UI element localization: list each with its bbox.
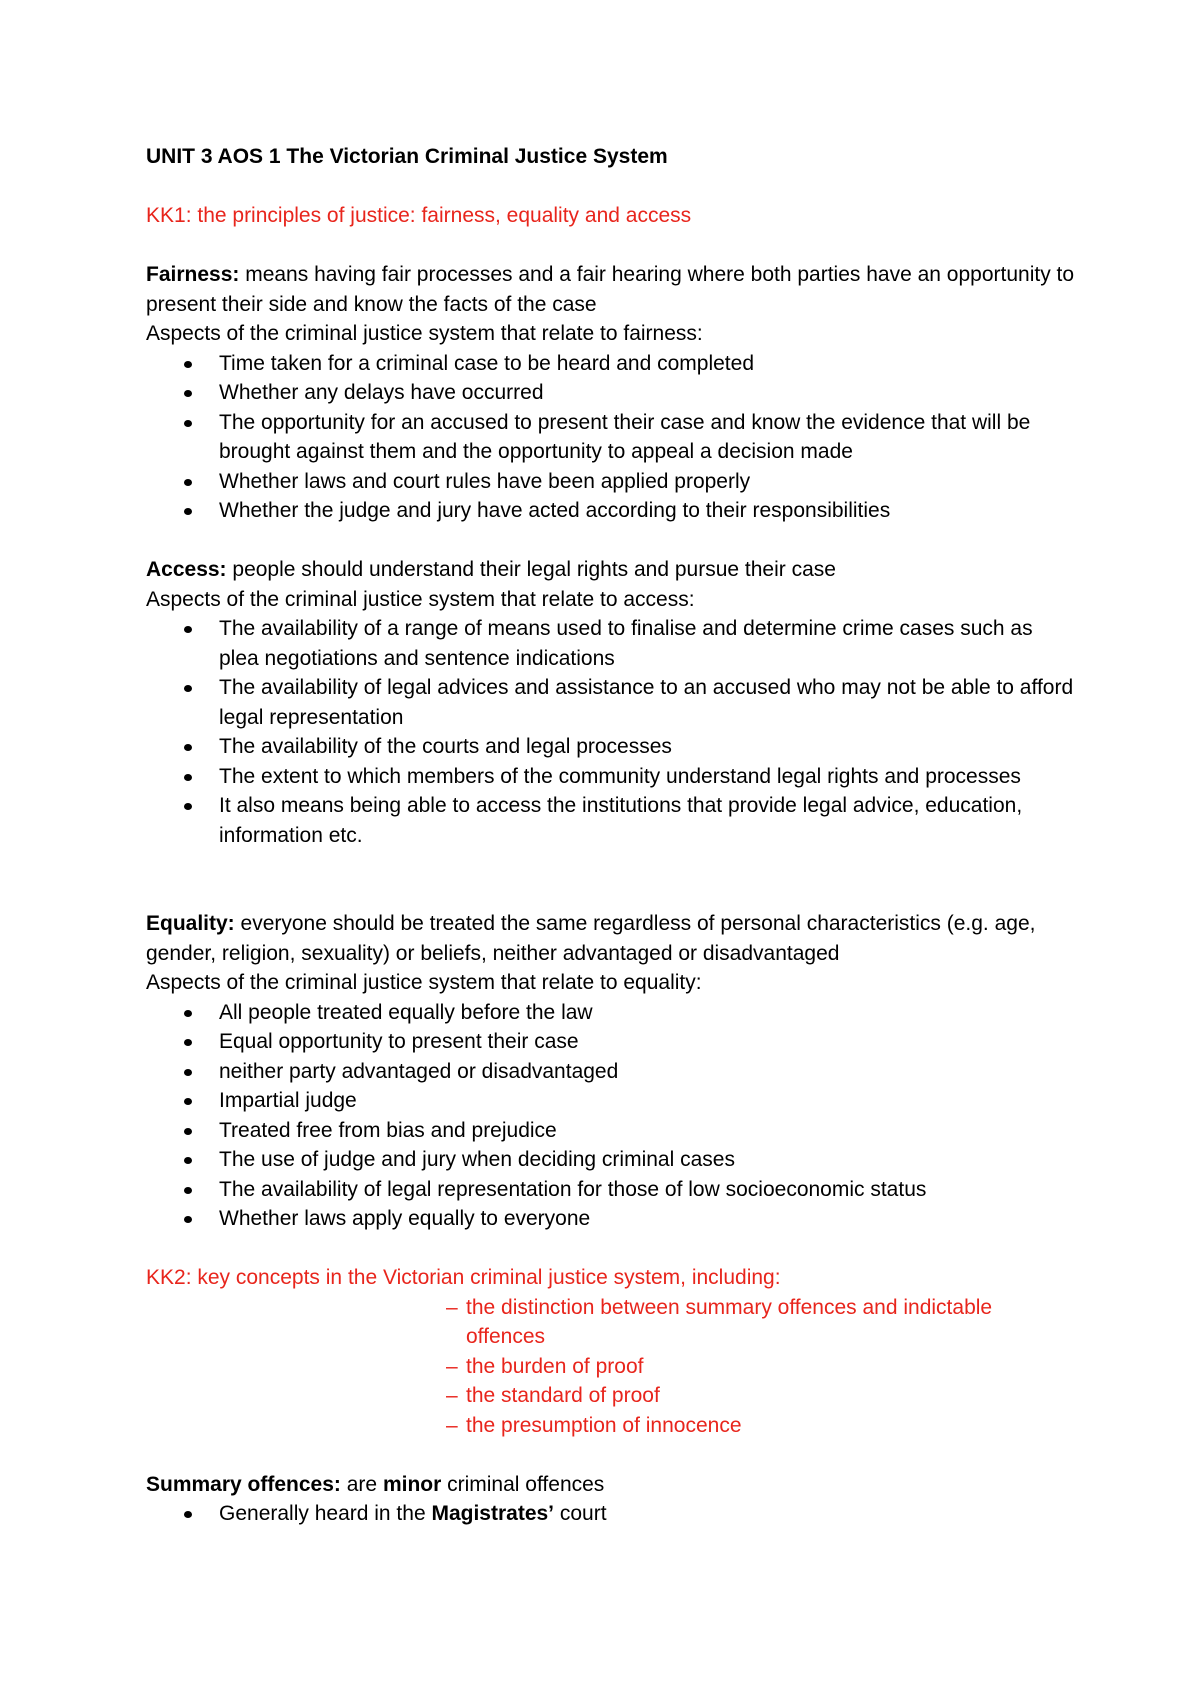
fairness-definition-text: means having fair processes and a fair hearing where both parties have an opportunity to present their side and know the facts of the case	[146, 263, 1075, 316]
dash-icon: –	[446, 1413, 458, 1437]
dash-icon: –	[446, 1295, 458, 1319]
list-item: Whether the judge and jury have acted according to their responsibilities	[146, 496, 1076, 526]
list-item: Treated free from bias and prejudice	[146, 1116, 1076, 1146]
equality-definition-text: everyone should be treated the same regardless of personal characteristics (e.g. age, gender, religion, sexuality) or beliefs, neither advantaged or disadvantaged	[146, 912, 1036, 965]
equality-term: Equality:	[146, 912, 235, 935]
summary-offences-definition: Summary offences: are minor criminal offences	[146, 1472, 605, 1496]
court-emphasis: Magistrates’	[431, 1502, 555, 1525]
list-item: The availability of legal representation for those of low socioeconomic status	[146, 1175, 1076, 1205]
bullet-icon	[184, 1511, 192, 1518]
equality-definition	[146, 909, 1076, 968]
summary-term: Summary offences:	[146, 1472, 341, 1496]
kk1-heading: KK1: the principles of justice: fairness, equality and access	[146, 204, 692, 227]
list-item: Equal opportunity to present their case	[146, 1027, 1076, 1057]
list-item: All people treated equally before the law	[146, 998, 1076, 1028]
bullet-icon	[184, 774, 192, 781]
fairness-aspects-intro: Aspects of the criminal justice system that relate to fairness:	[146, 322, 703, 345]
list-item: – the distinction between summary offences and indictable offences	[446, 1293, 1076, 1352]
list-item: Whether laws apply equally to everyone	[146, 1204, 1076, 1234]
dash-icon: –	[446, 1354, 458, 1378]
bullet-icon	[184, 361, 192, 368]
list-item: Impartial judge	[146, 1086, 1076, 1116]
access-aspects-intro: Aspects of the criminal justice system that relate to access:	[146, 587, 695, 611]
document-title: UNIT 3 AOS 1 The Victorian Criminal Justice System	[146, 145, 668, 168]
list-item: – the burden of proof	[446, 1352, 1076, 1382]
bullet-icon	[184, 1157, 192, 1164]
bullet-icon	[184, 390, 192, 397]
summary-list	[146, 1499, 1076, 1529]
access-list	[146, 614, 1076, 850]
kk2-list	[146, 1293, 1076, 1441]
document-page	[146, 142, 1076, 1529]
access-definition-text: people should understand their legal rights and pursue their case	[226, 558, 836, 581]
bullet-icon	[184, 626, 192, 633]
fairness-definition	[146, 260, 1076, 319]
list-item: Whether laws and court rules have been applied properly	[146, 467, 1076, 497]
dash-icon: –	[446, 1384, 458, 1407]
list-item: The availability of a range of means used to finalise and determine crime cases such as plea negotiations and sentence indications	[146, 614, 1076, 673]
summary-emphasis: minor	[382, 1472, 442, 1496]
bullet-icon	[184, 1098, 192, 1105]
kk2-heading: KK2: key concepts in the Victorian criminal justice system, including:	[146, 1266, 781, 1289]
bullet-icon	[184, 1039, 192, 1046]
bullet-icon	[184, 685, 192, 692]
bullet-icon	[184, 1187, 192, 1194]
list-item: – the standard of proof	[446, 1381, 1076, 1411]
list-item: The extent to which members of the community understand legal rights and processes	[146, 762, 1076, 792]
bullet-icon	[184, 420, 192, 427]
list-item: The availability of the courts and legal processes	[146, 732, 1076, 762]
bullet-icon	[184, 1216, 192, 1223]
bullet-icon	[184, 744, 192, 751]
access-term: Access:	[146, 558, 227, 581]
list-item: Time taken for a criminal case to be heard and completed	[146, 349, 1076, 379]
bullet-icon	[184, 508, 192, 515]
equality-aspects-intro: Aspects of the criminal justice system that relate to equality:	[146, 971, 702, 994]
bullet-icon	[184, 803, 192, 810]
list-item: The availability of legal advices and assistance to an accused who may not be able to afford legal representation	[146, 673, 1076, 732]
bullet-icon	[184, 1010, 192, 1017]
list-item: It also means being able to access the institutions that provide legal advice, education, information etc.	[146, 791, 1076, 850]
fairness-list	[146, 349, 1076, 526]
list-item: – the presumption of innocence	[446, 1411, 1076, 1441]
list-item: Whether any delays have occurred	[146, 378, 1076, 408]
fairness-term: Fairness:	[146, 263, 240, 286]
list-item: Generally heard in the Magistrates’ court	[146, 1499, 1076, 1529]
list-item: neither party advantaged or disadvantaged	[146, 1057, 1076, 1087]
equality-list	[146, 998, 1076, 1234]
bullet-icon	[184, 479, 192, 486]
list-item: The opportunity for an accused to present their case and know the evidence that will be brought against them and the opportunity to appeal a decision made	[146, 408, 1076, 467]
bullet-icon	[184, 1069, 192, 1076]
access-definition	[146, 555, 1076, 585]
bullet-icon	[184, 1128, 192, 1135]
list-item: The use of judge and jury when deciding criminal cases	[146, 1145, 1076, 1175]
